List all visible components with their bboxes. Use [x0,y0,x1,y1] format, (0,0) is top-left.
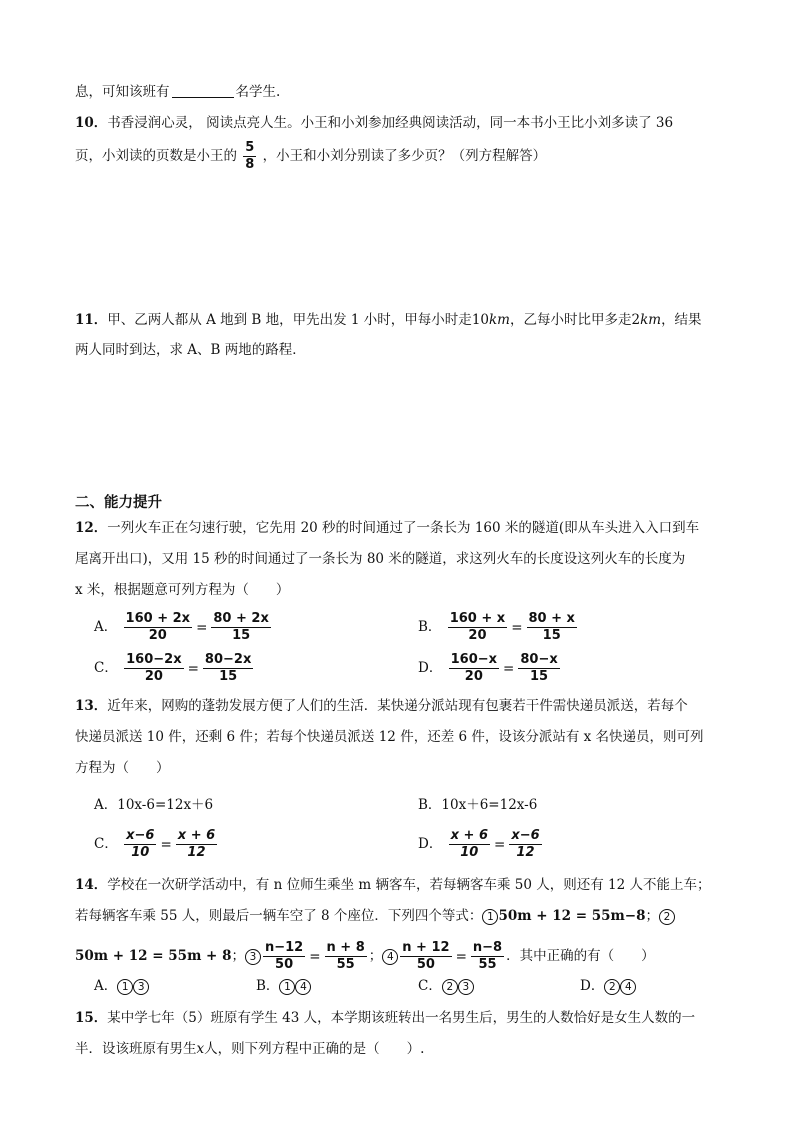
fraction [527,611,577,644]
equals-sign: = [187,660,199,677]
q10-text: 书香浸润心灵， 阅读点亮人生。小王和小刘参加经典阅读活动，同一本书小王比小刘多读了 36 [107,115,674,131]
q12-line1 [75,518,699,538]
fraction [509,828,541,861]
fraction-numerator: 80−2x [204,652,252,667]
circled-number: 3 [133,979,149,995]
q12-option-d[interactable] [418,652,562,685]
equals-sign: = [160,836,172,853]
q12-option-a[interactable] [94,611,273,644]
fraction-numerator: x + 6 [450,828,488,843]
fraction [471,940,504,973]
q14-option-c[interactable] [418,976,474,996]
equals-sign: = [511,619,523,636]
fraction-numerator: 160 + 2x [125,611,191,626]
fraction-denominator: 20 [468,628,487,643]
q13-line1 [75,696,688,716]
q13-option-a[interactable]: A．10x-6=12x＋6 [94,797,214,813]
fraction [176,828,217,861]
q13-option-d[interactable] [418,828,544,861]
fraction-denominator: 55 [478,957,497,972]
q14-option-b[interactable] [256,976,311,996]
fraction-denominator: 15 [219,669,238,684]
unit: km [489,312,510,328]
fraction-numerator: n + 8 [326,940,365,955]
q13-option-c[interactable] [94,828,219,861]
q13-line3: 方程为（ ） [75,760,170,776]
q13-line2: 快递员派送 10 件，还剩 6 件；若每个快递员派送 12 件，还差 6 件，设该分派站有 x 名快递员，则可列 [75,729,704,745]
question-number: 12． [75,520,108,536]
q15-text: 半．设该班原有男生 [75,1041,197,1057]
fraction [203,652,253,685]
fraction-numerator: 80−x [520,652,558,667]
q14-text: ．其中正确的有（ ） [506,948,655,964]
q11-text: 甲、乙两人都从 A 地到 B 地，甲先出发 1 小时，甲每小时走 [107,312,472,328]
fraction-numerator: x−6 [511,828,540,843]
question-number: 11． [75,312,108,328]
fraction [449,828,490,861]
option-label: B． [256,978,280,994]
q15-line1 [75,1008,695,1028]
q14-option-d[interactable] [580,976,636,996]
fraction-numerator: 5 [245,140,255,155]
equals-sign: = [494,836,506,853]
q15-text: 某中学七年（5）班原有学生 43 人，本学期该班转出一名男生后，男生的人数恰好是女生人数的一 [107,1010,696,1026]
circled-number: 4 [620,979,636,995]
fraction-denominator: 15 [530,669,549,684]
fraction [449,652,499,685]
question-number: 10． [75,115,108,131]
separator: ； [231,948,245,964]
circled-number-1: 1 [482,909,498,925]
fraction-numerator: 160−x [450,652,498,667]
equals-sign: = [309,948,321,965]
q13-option-b[interactable]: B．10x＋6=12x-6 [418,797,538,813]
fraction-numerator: n + 12 [402,940,450,955]
circled-number-4: 4 [382,949,398,965]
fraction-denominator: 10 [131,845,150,860]
answer-blank [172,83,234,98]
q10-line2 [75,140,546,173]
speed-diff-value: 2 [631,312,641,328]
question-number: 15． [75,1010,108,1026]
q11-text: ，乙每小时比甲多走 [509,312,632,328]
option-label: C． [94,836,118,852]
fraction [124,828,156,861]
fraction [400,940,451,973]
q15-line2 [75,1039,424,1059]
unit: km [640,312,662,328]
separator: ； [645,908,659,924]
fraction-numerator: 160 + x [449,611,506,626]
q11-line2: 两人同时到达，求 A、B 两地的路程． [75,342,306,358]
q10-line1 [75,113,673,133]
q14-text: 若每辆客车乘 55 人，则最后一辆车空了 8 个座位．下列四个等式： [75,908,483,924]
question-number: 14． [75,877,108,893]
fraction-numerator: n−12 [264,940,304,955]
fraction-numerator: x + 6 [177,828,216,843]
q11-text: ，结果 [661,312,702,328]
fraction [211,611,270,644]
fraction-numerator: n−8 [472,940,503,955]
fraction [448,611,507,644]
section-heading: 二、能力提升 [75,495,162,511]
separator: ； [368,948,383,964]
option-label: D． [418,660,443,676]
fraction-denominator: 55 [336,957,355,972]
equals-sign: = [196,619,208,636]
fraction-denominator: 20 [464,669,483,684]
fraction [263,940,305,973]
fraction-denominator: 12 [516,845,535,860]
option-label: A． [94,619,118,635]
fraction-numerator: 80 + x [528,611,575,626]
q10-text: ，小王和小刘分别读了多少页？（列方程解答） [262,148,547,164]
q12-option-b[interactable] [418,611,579,644]
circled-number: 3 [458,979,474,995]
option-label: D． [580,978,605,994]
speed-value: 10 [471,312,489,328]
equals-sign: = [503,660,515,677]
option-label: A． [94,978,118,994]
fraction-denominator: 15 [232,628,251,643]
option-label: C． [418,978,442,994]
fraction-numerator: x−6 [126,828,155,843]
option-label: B． [418,619,442,635]
q13-text: 近年来，网购的蓬勃发展方便了人们的生活．某快递分派站现有包裹若干件需快递员派送，若每个 [107,698,688,714]
option-label: D． [418,836,443,852]
q12-option-c[interactable] [94,652,255,685]
circled-number: 2 [604,979,620,995]
circled-number-2: 2 [659,909,675,925]
q12-text: 一列火车正在匀速行驶，它先用 20 秒的时间通过了一条长为 160 米的隧道(即从车头进入入口到车 [107,520,700,536]
q12-line2: 尾离开出口)，又用 15 秒的时间通过了一条长为 80 米的隧道，求这列火车的长度设这列火车的长度为 [75,551,686,567]
fraction [325,940,367,973]
circled-number: 2 [442,979,458,995]
q9-text-end: 名学生. [235,84,281,100]
equals-sign: = [455,948,467,965]
fraction-denominator: 12 [187,845,206,860]
variable-x: x [196,1041,205,1057]
fraction [124,611,193,644]
fraction-denominator: 10 [460,845,479,860]
fraction-numerator: 80 + 2x [213,611,269,626]
fraction-denominator: 20 [144,669,163,684]
equation-1: 50m + 12 = 55m−8 [498,908,646,924]
q10-text: 页，小刘读的页数是小王的 [75,148,237,164]
circled-number: 1 [117,979,133,995]
fraction-denominator: 20 [148,628,167,643]
question-number: 13． [75,698,108,714]
option-label: C． [94,660,118,676]
q15-text: 人，则下列方程中正确的是（ ）. [204,1041,425,1057]
q14-line1 [75,875,710,895]
q14-line2 [75,906,675,926]
fraction [518,652,559,685]
q14-text: 学校在一次研学活动中，有 n 位师生乘坐 m 辆客车，若每辆客车乘 50 人，则还有 12 人不能上车； [107,877,711,893]
fraction-denominator: 50 [416,957,435,972]
equation-2: 50m + 12 = 55m + 8 [75,948,232,964]
circled-number-3: 3 [245,949,261,965]
q11-line1 [75,310,702,330]
circled-number: 4 [295,979,311,995]
q9-tail [75,82,280,102]
fraction-numerator: 160−2x [126,652,182,667]
q14-line3 [75,940,655,973]
fraction-denominator: 50 [275,957,294,972]
q9-text: 息，可知该班有 [75,84,170,100]
fraction-five-eighths [243,140,256,173]
fraction-denominator: 15 [542,628,561,643]
fraction-denominator: 8 [245,157,255,172]
q14-option-a[interactable] [94,976,149,996]
circled-number: 1 [279,979,295,995]
q12-line3: x 米，根据题意可列方程为（ ） [75,582,290,598]
fraction [124,652,183,685]
